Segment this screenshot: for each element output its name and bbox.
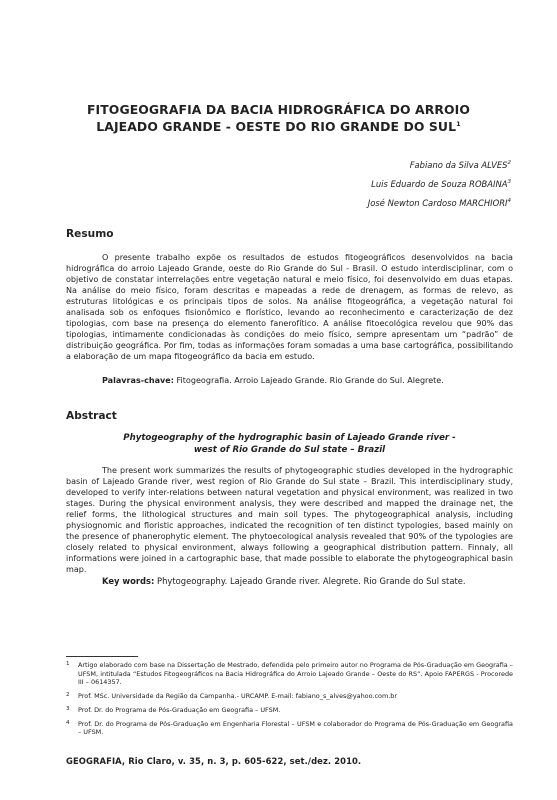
author-note-marker: 4: [507, 198, 511, 204]
footnote-3: [66, 706, 513, 715]
english-title: [66, 433, 513, 456]
english-title-line-1: Phytogeography of the hydrographic basin of Lajeado Grande river -: [123, 433, 456, 443]
palavras-chave-label: Palavras-chave:: [102, 376, 174, 385]
footnote-text: Prof. Dr. do Programa de Pós-Graduação em Engenharia Florestal – UFSM e colaborador do Programa de Pós-Graduação em Geografia – UFSM.: [78, 719, 513, 737]
key-words: [102, 576, 466, 586]
footnote-4: [66, 720, 513, 737]
journal-reference: GEOGRAFIA, Rio Claro, v. 35, n. 3, p. 605-622, set./dez. 2010.: [66, 756, 362, 766]
author-list: [368, 156, 511, 213]
footnote-1: [66, 661, 513, 687]
english-title-line-2: west of Rio Grande do Sul state – Brazil: [193, 444, 386, 455]
author-name: José Newton Cardoso MARCHIORI: [367, 198, 508, 208]
footnote-2: [66, 692, 513, 701]
palavras-chave-list: Fitogeografia. Arroio Lajeado Grande. Rio Grande do Sul. Alegrete.: [176, 376, 444, 385]
footnote-text: Prof. MSc. Universidade da Região da Campanha.- URCAMP. E-mail: fabiano_s_alves@yahoo.com.br: [78, 692, 397, 701]
author-1: [368, 156, 511, 175]
author-3: [368, 194, 511, 213]
author-note-marker: 2: [507, 160, 511, 166]
author-note-marker: 3: [507, 179, 511, 185]
title-footnote-marker: 1: [456, 120, 461, 128]
palavras-chave: [102, 376, 444, 385]
author-name: Fabiano da Silva ALVES: [409, 160, 508, 170]
key-words-list: Phytogeography. Lajeado Grande river. Alegrete. Rio Grande do Sul state.: [157, 576, 466, 586]
key-words-label: Key words:: [102, 576, 155, 586]
abstract-heading: Abstract: [66, 410, 117, 422]
footnote-number: 1: [66, 661, 70, 667]
footnotes: [66, 661, 513, 742]
footnote-number: 3: [66, 705, 70, 712]
title-line-1: FITOGEOGRAFIA DA BACIA HIDROGRÁFICA DO ARROIO: [86, 102, 471, 117]
title-line-2: LAJEADO GRANDE - OESTE DO RIO GRANDE DO SUL: [96, 119, 457, 134]
abstract-text: The present work summarizes the results of phytogeographic studies developed in the hydrographic basin of Lajeado Grande river, west region of Rio Grande do Sul state – Brazil. This interdisciplinary study, developed to verify inter-relations between natural vegetation and physical environment, was realized in two stages. During the physical environment analysis, they were described and mapped the drainage net, the relief forms, the lithological structures and main soil types. The phytogeographical analysis, including physiognomic and floristic approaches, indicated the recognition of ten distinct typologies, based mainly on the presence of phanerophytic element. The phytoecological analysis revealed that 90% of the typologies are closely related to physical environment, always following a geographical distribution pattern. Finnaly, all informations were joined in a cartographic base, that made possible to elaborate the phytogeographical basin map.: [66, 466, 513, 575]
author-2: [368, 175, 511, 194]
author-name: Luis Eduardo de Souza ROBAINA: [371, 179, 508, 189]
paper-title: [60, 101, 497, 135]
footnote-number: 4: [66, 719, 70, 726]
footnote-text: Prof. Dr. do Programa de Pós-Graduação em Geografia – UFSM.: [78, 705, 281, 714]
footnote-number: 2: [66, 692, 70, 699]
footnote-divider: [66, 656, 138, 657]
resumo-text: O presente trabalho expõe os resultados de estudos fitogeográficos desenvolvidos na bacia hidrográfica do arroio Lajeado Grande, oeste do Rio Grande do Sul - Brasil. O estudo interdisciplinar, com o objetivo de constatar interrelações entre vegetação natural e meio físico, foi desenvolvido em duas etapas. Na análise do meio físico, foram descritas e mapeadas a rede de drenagem, as formas de relevo, as estruturas litológicas e os principais tipos de solos. Na análise fitogeográfica, a vegetação natural foi analisada sob os enfoques fisionômico e florístico, levando ao reconhecimento e caracterização de dez tipologias, com base na presença do elemento fanerofítico. A análise fitoecológica revelou que 90% das tipologias, intimamente condicionadas às condições do meio físico, sempre apresentam um “padrão” de distribuição geográfica. Por fim, todas as informações foram somadas a uma base cartográfica, possibilitando a elaboração de um mapa fitogeográfico da bacia em estudo.: [66, 253, 513, 362]
resumo-heading: Resumo: [66, 228, 114, 240]
footnote-text: Artigo elaborado com base na Dissertação de Mestrado, defendida pelo primeiro autor no Programa de Pós-Graduação em Geografia – UFSM, intitulada “Estudos Fitogeográficos na Bacia Hidrográfica do Arroio Lajeado Grande – Oeste do RS”. Apoio FAPERGS - Procorede III – 0614357.: [78, 661, 513, 687]
